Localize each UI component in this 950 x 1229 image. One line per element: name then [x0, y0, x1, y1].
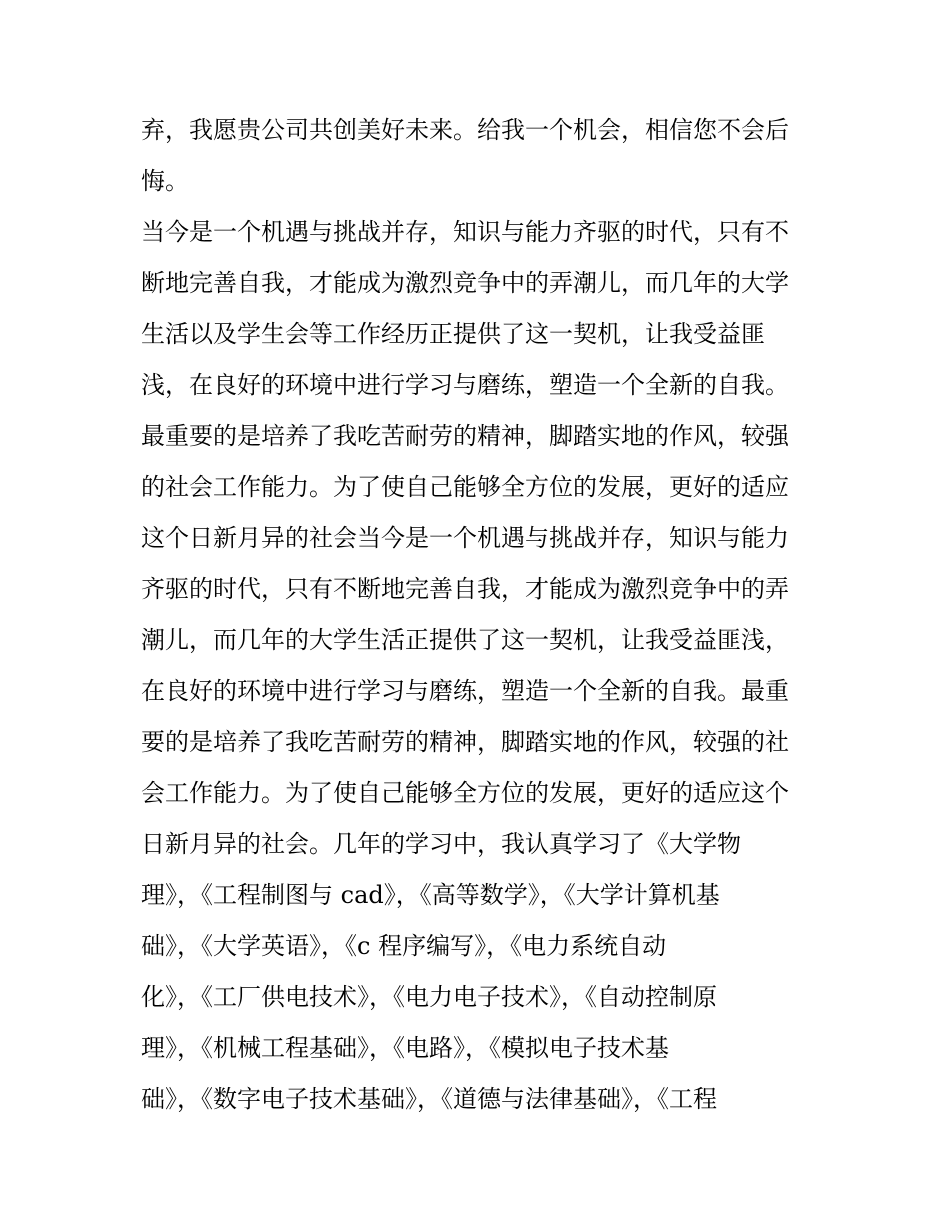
text-line: 最重要的是培养了我吃苦耐劳的精神，脚踏实地的作风，较强 [141, 422, 789, 450]
text-line: 潮儿，而几年的大学生活正提供了这一契机，让我受益匪浅， [141, 626, 789, 654]
text-line: 础》，《数字电子技术基础》，《道德与法律基础》，《工程 [141, 1085, 717, 1113]
text-line: 在良好的环境中进行学习与磨练，塑造一个全新的自我。最重 [141, 677, 789, 705]
text-line: 化》，《工厂供电技术》，《电力电子技术》，《自动控制原 [141, 983, 717, 1011]
text-line: 这个日新月异的社会当今是一个机遇与挑战并存，知识与能力 [141, 524, 789, 552]
text-line: 断地完善自我，才能成为激烈竞争中的弄潮儿，而几年的大学 [141, 269, 789, 297]
text-line: 理》，《机械工程基础》，《电路》，《模拟电子技术基 [141, 1034, 669, 1062]
text-line: 生活以及学生会等工作经历正提供了这一契机，让我受益匪 [141, 320, 765, 348]
text-line: 础》，《大学英语》，《c 程序编写》，《电力系统自动 [141, 932, 667, 960]
text-line: 浅，在良好的环境中进行学习与磨练，塑造一个全新的自我。 [141, 371, 789, 399]
body-text [141, 105, 831, 1125]
text-line: 悔。 [141, 167, 189, 195]
text-line: 的社会工作能力。为了使自己能够全方位的发展，更好的适应 [141, 473, 789, 501]
text-line: 日新月异的社会。几年的学习中，我认真学习了《大学物 [141, 830, 741, 858]
text-line: 弃，我愿贵公司共创美好未来。给我一个机会，相信您不会后 [141, 116, 789, 144]
text-line: 理》，《工程制图与 cad》，《高等数学》，《大学计算机基 [141, 881, 720, 909]
text-line: 齐驱的时代，只有不断地完善自我，才能成为激烈竞争中的弄 [141, 575, 789, 603]
text-line: 当今是一个机遇与挑战并存，知识与能力齐驱的时代，只有不 [141, 218, 789, 246]
text-line: 要的是培养了我吃苦耐劳的精神，脚踏实地的作风，较强的社 [141, 728, 789, 756]
text-line: 会工作能力。为了使自己能够全方位的发展，更好的适应这个 [141, 779, 789, 807]
